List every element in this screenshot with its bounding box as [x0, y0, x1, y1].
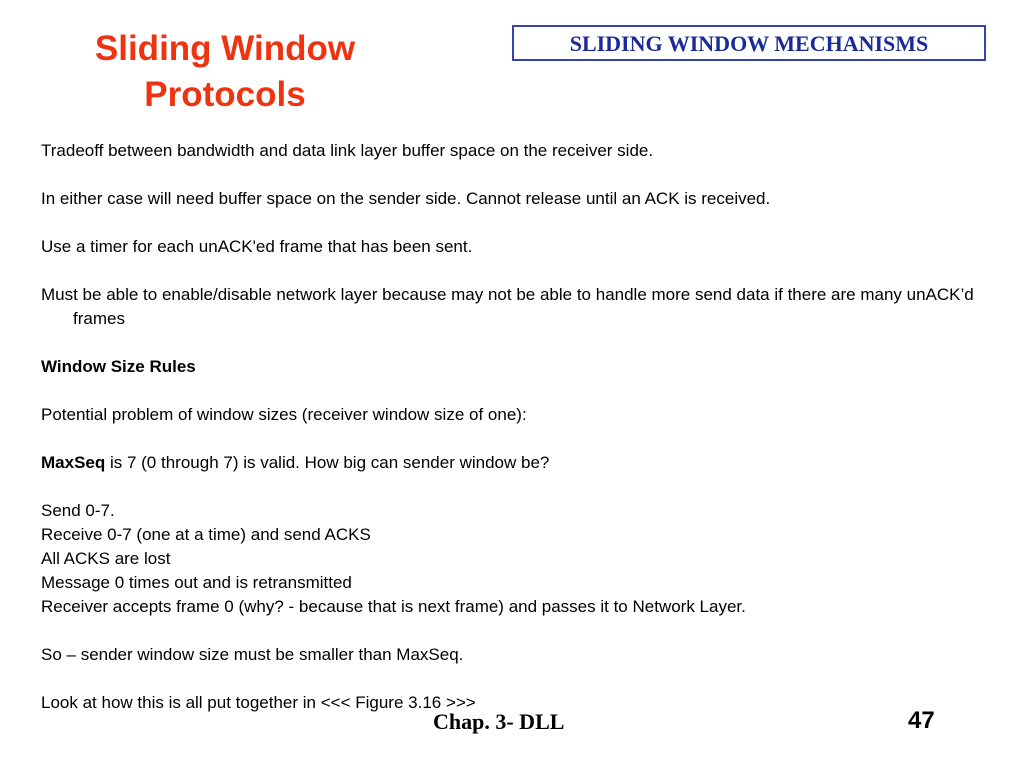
slide-title-line-1: Sliding Window [94, 29, 356, 68]
footer-chapter: Chap. 3- DLL [433, 709, 565, 734]
maxseq-text: is 7 (0 through 7) is valid. How big can sender window be? [105, 453, 550, 472]
paragraph-figure-reference: Look at how this is all put together in <<< Figure 3.16 >>> [41, 693, 476, 712]
paragraph-sender-buffer: In either case will need buffer space on the sender side. Cannot release until an ACK is received. [41, 189, 771, 208]
paragraph-window-smaller: So – sender window size must be smaller than MaxSeq. [41, 645, 464, 664]
step-item: Send 0-7. [41, 501, 115, 520]
slide-title-line-2: Protocols [144, 75, 306, 114]
step-item: Receive 0-7 (one at a time) and send ACKS [41, 525, 371, 544]
maxseq-term: MaxSeq [41, 453, 106, 472]
paragraph-timer: Use a timer for each unACK'ed frame that has been sent. [41, 237, 473, 256]
step-item: Receiver accepts frame 0 (why? - because that is next frame) and passes it to Network Layer. [41, 597, 746, 616]
paragraph-maxseq [41, 451, 981, 475]
slide-title [60, 26, 390, 118]
step-item: All ACKS are lost [41, 549, 171, 568]
section-label: SLIDING WINDOW MECHANISMS [569, 31, 929, 56]
paragraph-tradeoff: Tradeoff between bandwidth and data link layer buffer space on the receiver side. [41, 141, 654, 160]
footer-page-number: 47 [908, 707, 935, 734]
slide-body [41, 139, 981, 715]
section-label-box [512, 25, 986, 61]
paragraph-network-layer: Must be able to enable/disable network layer because may not be able to handle more send data if there are many unACK’d frames [41, 285, 974, 328]
heading-window-size-rules: Window Size Rules [41, 357, 196, 376]
paragraph-potential-problem: Potential problem of window sizes (receiver window size of one): [41, 405, 527, 424]
step-item: Message 0 times out and is retransmitted [41, 573, 352, 592]
